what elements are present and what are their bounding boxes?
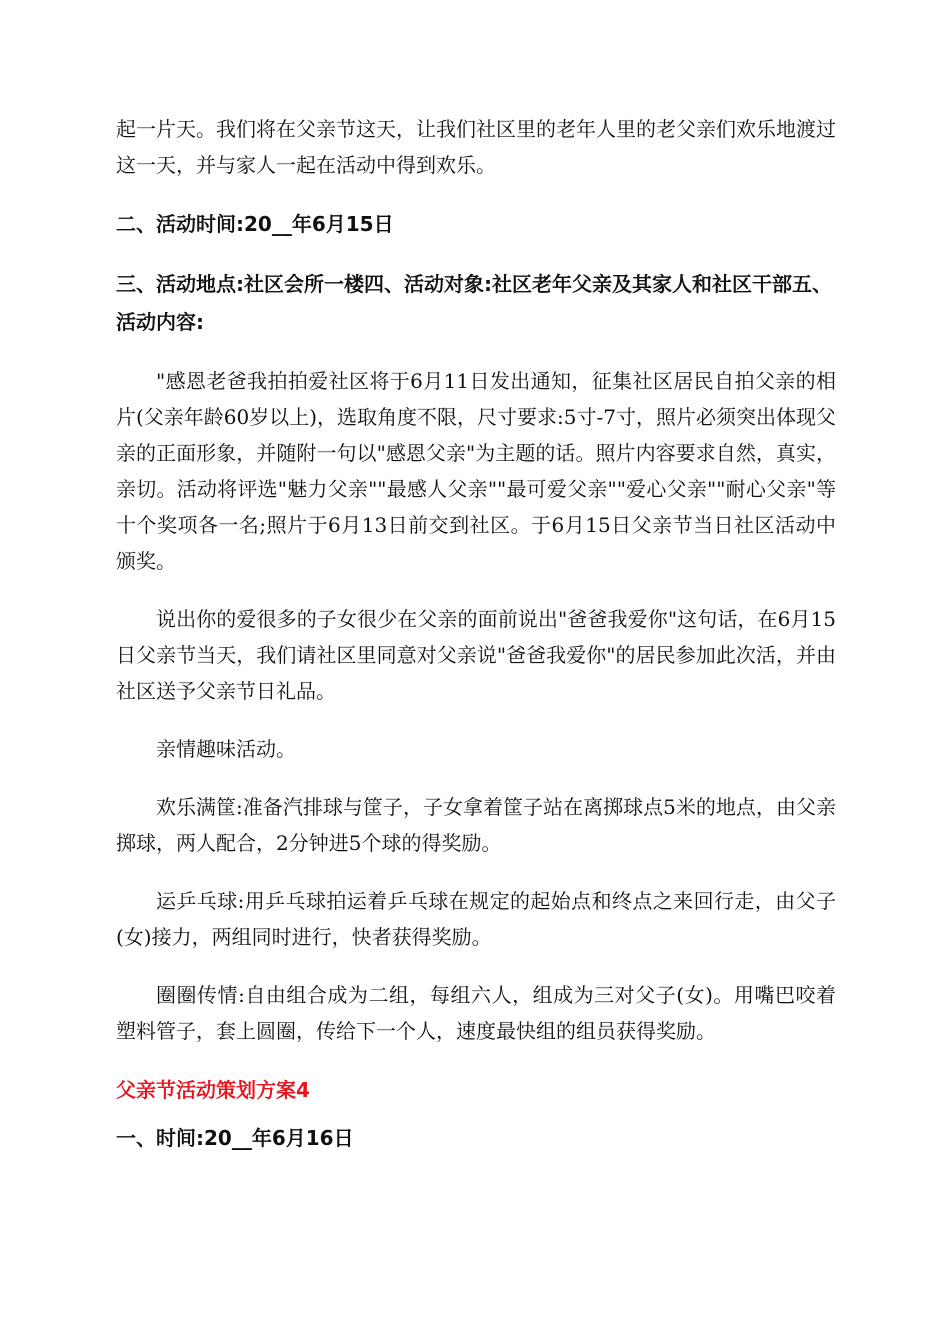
paragraph-basket-game: 欢乐满筐:准备汽排球与筐子，子女拿着筐子站在离掷球点5米的地点，由父亲掷球，两人配合，2分钟进5个球的得奖励。 bbox=[116, 795, 836, 855]
paragraph-photo-activity: "感恩老爸我拍拍爱社区将于6月11日发出通知，征集社区居民自拍父亲的相片(父亲年龄60岁以上)，选取角度不限，尺寸要求:5寸-7寸，照片必须突出体现父亲的正面形象，并随附一句以"感恩父亲"为主题的话。照片内容要求自然，真实，亲切。活动将评选"魅力父亲""最感人父亲""最可爱父亲""爱心父亲""耐心父亲"等十个奖项各一名;照片于6月13日前交到社区。于6月15日父亲节当日社区活动中颁奖。 bbox=[116, 369, 836, 573]
heading-place-target-content: 三、活动地点:社区会所一楼四、活动对象:社区老年父亲及其家人和社区干部五、活动内容: bbox=[116, 272, 832, 334]
section-title-plan-4: 父亲节活动策划方案4 bbox=[116, 1078, 310, 1102]
paragraph-say-love: 说出你的爱很多的子女很少在父亲的面前说出"爸爸我爱你"这句话，在6月15日父亲节当天，我们请社区里同意对父亲说"爸爸我爱你"的居民参加此次活，并由社区送予父亲节日礼品。 bbox=[116, 607, 836, 703]
document-body bbox=[116, 111, 836, 1179]
heading-plan4-time: 一、时间:20__年6月16日 bbox=[116, 1126, 354, 1150]
paragraph-ring-pass: 圈圈传情:自由组合成为二组，每组六人，组成为三对父子(女)。用嘴巴咬着塑料管子，套上圆圈，传给下一个人，速度最快组的组员获得奖励。 bbox=[116, 983, 836, 1043]
paragraph-pingpong-relay: 运乒乓球:用乒乓球拍运着乒乓球在规定的起始点和终点之来回行走，由父子(女)接力，两组同时进行，快者获得奖励。 bbox=[116, 889, 836, 949]
heading-activity-time: 二、活动时间:20__年6月15日 bbox=[116, 212, 394, 236]
paragraph-intro-continued: 起一片天。我们将在父亲节这天，让我们社区里的老年人里的老父亲们欢乐地渡过这一天，并与家人一起在活动中得到欢乐。 bbox=[116, 117, 836, 177]
paragraph-fun-activities: 亲情趣味活动。 bbox=[156, 737, 296, 761]
